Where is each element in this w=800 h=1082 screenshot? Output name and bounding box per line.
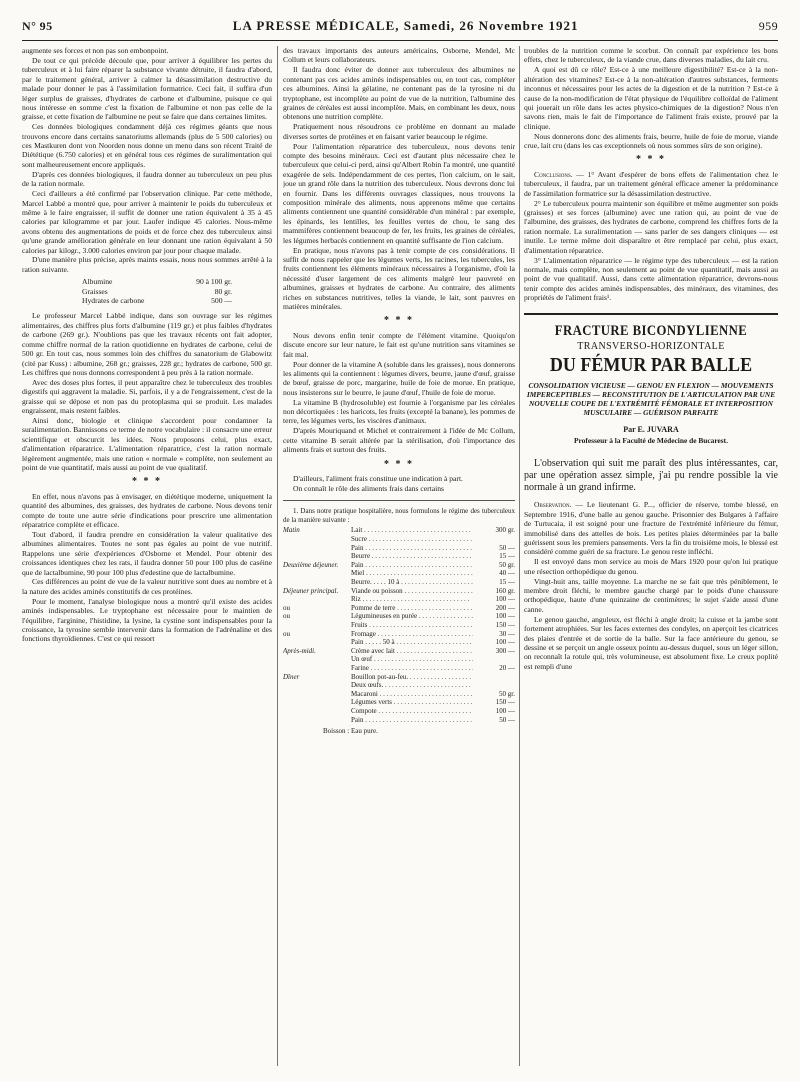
menu-meal-label: Dîner [283, 672, 300, 681]
menu-row [283, 630, 515, 639]
paragraph: Pour le moment, l'analyse biologique nous a montré qu'il existe des acides aminés indispensables. Le tryptophane est nécessaire pour le maintien de l'équilibre, l'arginine, l'histidine, la lysine, la cystine sont indispensables pour la croissance, la tyrosine semble intervenir dans la formation de l'adrénaline et des fonctions thyroïdiennes. C'est ce qui ressort [22, 596, 272, 644]
menu-row [283, 707, 515, 716]
paragraph: Pour donner de la vitamine A (soluble dans les graisses), nous donnerons les aliments qui la contiennent : légumes divers, beurre, jaune d'œuf, graisse de bœuf, graisse de porc, margarine, huile de foie de morue. En pratique, nous insisterons sur le beurre, le jaune d'œuf, l'huile de foie de morue. [283, 359, 515, 397]
menu-row [283, 526, 515, 535]
paragraph: Nous devons enfin tenir compte de l'élément vitamine. Quoiqu'on discute encore sur leur nature, le fait est qu'une nutrition sans vitamines se fait mal. [283, 330, 515, 359]
paragraph: Pratiquement nous résoudrons ce problème en donnant au malade diverses sortes de protéines et en faisant varier beaucoup le régime. [283, 122, 515, 141]
menu-food-item: Pain . . . . . 50 à . . . [351, 638, 473, 647]
conclusions-paragraph: Conclusions. — 1° Avant d'espérer de bons effets de l'alimentation chez le tuberculeux, il faudra, par un traitement général efficace amener la prédominance de l'assimilation formatrice sur la désassimilation destructive. [524, 169, 778, 198]
menu-row [283, 578, 515, 587]
menu-row [283, 569, 515, 578]
paragraph: Ces données biologiques condamnent déjà ces régimes géants que nous trouvons encore dans certains sanatoriums allemands (plus de 5 500 calories) ou ces Mastkuren dont von Noorden nous donne un menu dans son récent Traité de Diététique (6.750 calories) et en général tous ces régimes de suralimentation qui sont malheureusement encore appliqués. [22, 122, 272, 169]
menu-meal-label [283, 681, 351, 690]
menu-meal-label: Après-midi. [283, 646, 316, 655]
menu-meal-label: Matin [283, 526, 300, 535]
menu-meal-label [283, 707, 351, 716]
menu-row [283, 535, 515, 544]
menu-food-item: Beurre. . . . . 10 à . . . [351, 578, 473, 587]
paragraph: On connaît le rôle des aliments frais dans certains [293, 483, 444, 493]
paragraph: A quoi est dû ce rôle? Est-ce à une meilleure digestibilité? Est-ce à la non-altération des vitamines? Est-ce à la non-altération d'autres substances, ferments inconnus et nécessaires pour les actes de la digestion et de la nutrition ? Est-ce à cause de la non-modification de l'état physique de l'équilibre colloïdal de l'aliment qui jouerait un rôle dans les actes physico-chimiques de la digestion? Nous n'en savons rien, mais le fait de l'importance de l'aliment frais existe, prouvé par la clinique. [524, 65, 778, 131]
menu-quantity: 20 — [499, 663, 515, 672]
menu-row [283, 587, 515, 596]
section-separator: * * * [384, 315, 414, 327]
menu-meal-label: ou [283, 629, 290, 638]
paragraph: D'après ces données biologiques, il faudra donner au tuberculeux un peu plus de la ration normale. [22, 169, 272, 189]
menu-quantity: 200 — [495, 603, 515, 612]
menu-row [283, 655, 515, 664]
paragraph: Pour l'alimentation réparatrice des tuberculeux, nous devons tenir compte des besoins minéraux. Ceci est d'autant plus nécessaire chez le tuberculeux que celui-ci perd, ainsi qu'Albert Robin l'a montré, une quantité exagérée de sels. Indépendamment de ces pertes, l'ion calcium, on le sait, joue un grand rôle dans la nutrition des tuberculeux. Nous devrons donc lui en fournir. Dans les différents ouvrages classiques, nous trouvons la composition minérale des aliments, nous apprenons même que certains aliments contiennent une quantité considérable d'un minéral : par exemple, les épinards, les lentilles, les feuilles vertes de chou, le sang des mammifères contiennent beaucoup de fer, les fruits, les graines de céréales, les légumes herbacés contiennent en quantité suffisante de l'ion calcium. [283, 141, 515, 245]
ration-row: Graisses 80 gr. [82, 286, 232, 296]
menu-row [283, 647, 515, 656]
menu-quantity [473, 673, 515, 682]
diet-menu [283, 526, 515, 724]
paragraph: En pratique, nous n'avons pas à tenir compte de ces considérations. Il suffit de nous rappeler que les légumes verts, les racines, les tubercules, les fruits contiennent les éléments minéraux nécessaires à l'organisme, d'où la nécessité d'user largement de ces aliments malgré leur pauvreté en albumines, graisses et hydrates de carbone. Au contraire, des aliments riches en substances nutritives, telles la viande, le lait, sont pauvres en matières minérales. [283, 245, 515, 311]
journal-title: LA PRESSE MÉDICALE, Samedi, 26 Novembre 1921 [232, 18, 579, 33]
paragraph: Vingt-huit ans, taille moyenne. La marche ne se fait que très péniblement, le membre droit fléchi, le membre gauche chargé par le poids d'une chaussure orthopédique, haute d'une quinzaine de centimètres; le sujet s'aide aussi d'une canne. [524, 576, 778, 614]
menu-row [283, 698, 515, 707]
menu-row [283, 673, 515, 682]
article-title-line-2: TRANSVERSO-HORIZONTALE [577, 340, 725, 352]
menu-row [283, 716, 515, 725]
menu-quantity: 150 — [495, 698, 515, 707]
menu-meal-label [283, 569, 351, 578]
menu-row [283, 561, 515, 570]
paragraph: Ces différences au point de vue de la valeur nutritive sont dues au nombre et à la nature des acides aminés constitutifs de ces protéines. [22, 577, 272, 596]
menu-row [283, 621, 515, 630]
paragraph: augmente ses forces et non pas son embonpoint. [22, 46, 169, 55]
menu-row [283, 544, 515, 553]
menu-quantity: 50 gr. [499, 560, 515, 569]
menu-row [283, 612, 515, 621]
paragraph: des travaux importants des auteurs américains, Osborne, Mendel, Mc Collum et leurs collaborateurs. [283, 46, 515, 65]
menu-food-item: Pain . . . [351, 561, 473, 570]
menu-food-item: Viande ou poisson . . . [351, 587, 473, 596]
menu-meal-label [283, 578, 351, 587]
menu-meal-label [283, 655, 351, 664]
menu-food-item: Crème avec lait . . . [351, 647, 473, 656]
ration-table [82, 277, 272, 305]
menu-food-item: Bouillon pot-au-feu. . . . [351, 673, 473, 682]
menu-row [283, 604, 515, 613]
menu-food-item: Pain . . . [351, 544, 473, 553]
menu-quantity: 50 — [499, 715, 515, 724]
menu-quantity: 100 — [495, 706, 515, 715]
article-title-line-1: FRACTURE BICONDYLIENNE [554, 322, 748, 339]
header-rule [22, 40, 778, 41]
menu-food-item: Riz . . . [351, 595, 473, 604]
menu-meal-label [283, 552, 351, 561]
author-affiliation: Professeur à la Faculté de Médecine de Bucarest. [574, 436, 728, 446]
section-separator: * * * [384, 458, 414, 470]
menu-meal-label: Deuxième déjeuner. [283, 560, 339, 569]
ration-row: Hydrates de carbone 500 — [82, 296, 232, 306]
menu-quantity: 100 — [495, 612, 515, 621]
menu-row [283, 664, 515, 673]
menu-food-item: Farine . . . [351, 664, 473, 673]
menu-meal-label: ou [283, 603, 290, 612]
menu-meal-label [283, 535, 351, 544]
paragraph: Ainsi donc, biologie et clinique s'accordent pour condamner la suralimentation. Bannissons ce terme de notre vocabulaire : il consacre une erreur scientifique et obscurcit les idées. Nous proposons celui, plus exact, d'alimentation réparatrice. L'alimentation réparatrice, c'est la ration normale légèrement augmentée, mais une ration « normale » complète, non seulement au point de vue quantitatif, mais aussi au point de vue qualitatif. [22, 415, 272, 472]
menu-quantity: 300 gr. [495, 526, 515, 535]
article-subtitle: CONSOLIDATION VICIEUSE — GENOU EN FLEXION — MOUVEMENTS IMPERCEPTIBLES — RECONSTITUTION DE L'ARTICULATION PAR UNE NOUVELLE COUPE DE L'EXTRÉMITÉ FÉMORALE ET INTERPOSITION MUSCULAIRE — GUÉRISON PARFAITE [526, 380, 776, 417]
footnote-intro: 1. Dans notre pratique hospitalière, nous formulons le régime des tuberculeux de la manière suivante : [283, 507, 515, 524]
paragraph: En effet, nous n'avons pas à envisager, en diététique moderne, uniquement la quantité des albumines, des graisses, des hydrates de carbone. Nous devons tenir compte de toute une autre série d'indications pour prescrire une alimentation réparatrice complète et efficace. [22, 491, 272, 529]
footnote [283, 500, 515, 735]
menu-meal-label [283, 716, 351, 725]
menu-meal-label [283, 698, 351, 707]
menu-meal-label [283, 595, 351, 604]
page-header [22, 18, 778, 38]
menu-food-item: Sucre . . . [351, 535, 473, 544]
menu-food-item: Légumineuses en purée . . . [351, 612, 473, 621]
menu-food-item: Pain . . . [351, 716, 473, 725]
menu-quantity: 150 — [495, 621, 515, 629]
paragraph: 2° Le tuberculeux pourra maintenir son équilibre et même augmenter son poids (graisses) et ses forces (albumine) avec une ration qui, au point de vue de l'albumine, des graisses, des hydrates de carbone, comprend les chiffres forts de la ration normale. La suralimentation — sans parler de ses dangers cliniques — est inutile. Le terme même doit disparaître et être remplacé par celui, plus exact, d'alimentation réparatrice. [524, 198, 778, 255]
paragraph: Tout d'abord, il faudra prendre en considération la valeur qualitative des albumines alimentaires. Toutes ne sont pas égales au point de vue nutritif. Rappelons une série d'expériences d'Osborne et Mendel. Pour obtenir des croissances identiques chez les rats, il faudra donner 50 pour 100 plus de caséine que de lactalbumine, 90 pour 100 plus d'edestine que de lactalbumine. [22, 529, 272, 577]
menu-quantity: 15 — [499, 578, 515, 587]
menu-quantity [473, 681, 515, 690]
conclusions-label: Conclusions. [534, 169, 573, 179]
paragraph: De tout ce qui précède découle que, pour arriver à équilibrer les pertes du tuberculeux et à lui faire réparer la substance vivante détruite, il faudra d'abord, par le traitement général, arriver à calmer la désassimilation destructive du malade pour donner le pas à l'assimilation formatrice. Ceci fait, il suffira d'un léger surplus de graisses, d'hydrates de carbone et d'albumine, puisque ce qui nous intéresse en somme c'est la fixation de l'albumine et non pas celle de la graisse, et cette fixation de l'albumine ne peut se faire que dans certaines limites. [22, 55, 272, 122]
menu-food-item: Pomme de terre . . . [351, 604, 473, 613]
paragraph: D'ailleurs, l'aliment frais constitue une indication à part. [293, 473, 463, 483]
paragraph: Il faudra donc éviter de donner aux tuberculeux des albumines ne contenant pas ces acides aminés indispensables ou, en tout cas, compléter ces albumines. Ainsi la gélatine, ne contenant pas de la tyrosine ni du tryptophane, est incomplète au point de vue de la nutrition, l'albumine des graines de céréales est aussi incomplète. Mais, en combinant les deux, nous obtenons une nutrition complète. [283, 65, 515, 122]
paragraph: D'une manière plus précise, après maints essais, nous nous sommes arrêté à la ration suivante. [22, 255, 272, 274]
boisson-note: Boisson : Eau pure. [323, 727, 378, 736]
paragraph: Avec des doses plus fortes, il peut apparaître chez le tuberculeux des troubles digestifs qui aggravent la maladie. Si, parfois, il y a de l'engraissement, c'est de la graisse qui se dépose et non pas du protoplasma qui se produit. Les malades engraissent, mais restent faibles. [22, 377, 272, 416]
menu-food-item: Fruits . . . [351, 621, 473, 630]
menu-quantity [473, 655, 515, 664]
column-divider-2 [519, 46, 520, 1066]
issue-number: N° 95 [22, 19, 53, 33]
paragraph: Le professeur Marcel Labbé indique, dans son ouvrage sur les régimes alimentaires, des chiffres plus forts d'albumine (119 gr.) et plus faibles d'hydrates de carbone (269 gr.). N'oublions pas que les travaux récents ont fait adopter, comme chiffre normal de la ration quotidienne en hydrates de carbone, celui de 500 gr. En tout cas, nous sommes loin des chiffres du sanatorium de Glabowitz (cité par Kuss) : albumine, 268 gr.; graisses, 228 gr.; hydrates de carbone, 500 gr. Les chiffres que nous donnons correspondent à peu près à la ration normale. [22, 311, 272, 377]
menu-meal-label: ou [283, 612, 290, 621]
menu-food-item: Compote . . . [351, 707, 473, 716]
menu-food-item: Macaroni . . . [351, 690, 473, 699]
menu-food-item: Fromage . . . [351, 630, 473, 639]
page-number: 959 [758, 19, 778, 33]
menu-food-item: Beurre . . . [351, 552, 473, 561]
menu-row [283, 638, 515, 647]
menu-quantity: 40 — [499, 569, 515, 578]
menu-quantity: 100 — [495, 595, 515, 604]
section-separator: * * * [132, 476, 162, 488]
paragraph: La vitamine B (hydrosoluble) est fournie à l'organisme par les céréales non décortiquées : les haricots, les fruits (excepté la banane), les pommes de terre, les légumes verts, les viscères d'animaux. [283, 397, 515, 426]
menu-row [283, 552, 515, 561]
paragraph: Ceci d'ailleurs a été confirmé par l'observation clinique. Par cette méthode, Marcel Labbé a montré que, pour arriver à maintenir le poids du tuberculeux et même à le faire engraisser, il suffit de donner une ration équivalent à 35 à 45 calories par kilogramme et par jour. Laufer indique 45 calories. Nous-même avons obtenu des augmentations de poids et de force chez des tuberculeux ainsi qu'une grande amélioration générale en leur donnant une ration équivalant à 50 calories par kilogr., 3.000 calories environ par jour pour chaque malade. [22, 189, 272, 255]
article-rule [524, 313, 778, 315]
paragraph: Le genou gauche, anguleux, est fléchi à angle droit; la cuisse et la jambe sont fortement atrophiées. Sur les faces externes des condyles, on aperçoit les cicatrices des plaies d'entrée et de sortie de la balle. Sur la face antérieure du genou, se dessine et se perçoit un angle osseux pointu au-dessus duquel, sous un léger sillon, on reconnaît la rotule qui, très volumineuse, est absolument fixe. Le creux poplité est rempli d'une [524, 614, 778, 671]
menu-meal-label: Déjeuner principal. [283, 586, 339, 595]
menu-food-item: Deux œufs. . . . [351, 681, 473, 690]
menu-meal-label [283, 690, 351, 699]
article-lead: L'observation qui suit me paraît des plus intéressantes, car, par une opération assez simple, j'ai pu rendre possible la vie normale à un grand infirme. [524, 457, 778, 494]
menu-meal-label [283, 544, 351, 553]
menu-meal-label [283, 621, 351, 630]
column-3 [524, 46, 778, 1066]
menu-row [283, 681, 515, 690]
column-2 [283, 46, 515, 1066]
menu-quantity [473, 535, 515, 544]
menu-row [283, 690, 515, 699]
article-author: Par E. JUVARA [623, 424, 679, 434]
paragraph: Il est envoyé dans mon service au mois de Mars 1920 pour qu'on lui pratique une résection orthopédique du genou. [524, 557, 778, 576]
menu-food-item: Un œuf . . . [351, 655, 473, 664]
observation-paragraph: Observation. — Le lieutenant G. P..., officier de réserve, tombe blessé, en Septembre 1916, d'une balle au genou gauche. Prisonnier des Bulgares à l'affaire de Turtucaia, il est soigné pour une fracture de l'extrémité inférieure du fémur, immobilisé dans des attelles de bois. Les petites plaies déterminées par la balle guérissent sous les premiers pansements. Vers la fin du troisième mois, le blessé est considéré comme guéri de sa fracture. Le genou reste infléchi. [524, 500, 778, 557]
menu-quantity: 100 — [495, 638, 515, 647]
menu-food-item: Légumes verts . . . [351, 698, 473, 707]
menu-quantity: 160 gr. [495, 586, 515, 595]
column-1 [22, 46, 272, 1066]
article-title-line-3: DU FÉMUR PAR BALLE [549, 353, 753, 376]
menu-food-item: Miel . . . [351, 569, 473, 578]
paragraph: Nous donnerons donc des aliments frais, beurre, huile de foie de morue, viande crue, lait cru (dans les cas exceptionnels où nous sommes sûrs de son origine). [524, 131, 778, 151]
observation-label: Observation. [534, 500, 572, 510]
menu-row [283, 595, 515, 604]
menu-meal-label [283, 664, 351, 673]
menu-food-item: Lait . . . [351, 526, 473, 535]
column-divider-1 [277, 46, 278, 1066]
section-separator: * * * [636, 154, 666, 166]
menu-quantity: 50 gr. [499, 689, 515, 698]
ration-row: Albumine 90 à 100 gr. [82, 277, 232, 287]
paragraph: 3° L'alimentation réparatrice — le régime type des tuberculeux — est la ration normale, mais complète, non seulement au point de vue quantitatif, mais aussi au point de vue qualitatif. Aussi, dans cette alimentation réparatrice, devrons-nous tenir compte des acides aminés indispensables, des minéraux, des vitamines, des propriétés de l'aliment frais¹. [524, 255, 778, 303]
menu-meal-label [283, 638, 351, 647]
menu-quantity: 15 — [499, 552, 515, 561]
menu-quantity: 30 — [499, 629, 515, 638]
menu-quantity: 300 — [495, 646, 515, 655]
paragraph: troubles de la nutrition comme le scorbut. On connaît par expérience les bons effets, chez le tuberculeux, de la viande crue, dans diverses maladies, du lait cru. [524, 46, 778, 65]
paragraph: D'après Mouriquand et Michel et contrairement à l'idée de Mc Collum, cette vitamine B serait altérée par la stérilisation, d'où l'importance des aliments frais et surtout des fruits. [283, 426, 515, 455]
menu-quantity: 50 — [499, 543, 515, 552]
